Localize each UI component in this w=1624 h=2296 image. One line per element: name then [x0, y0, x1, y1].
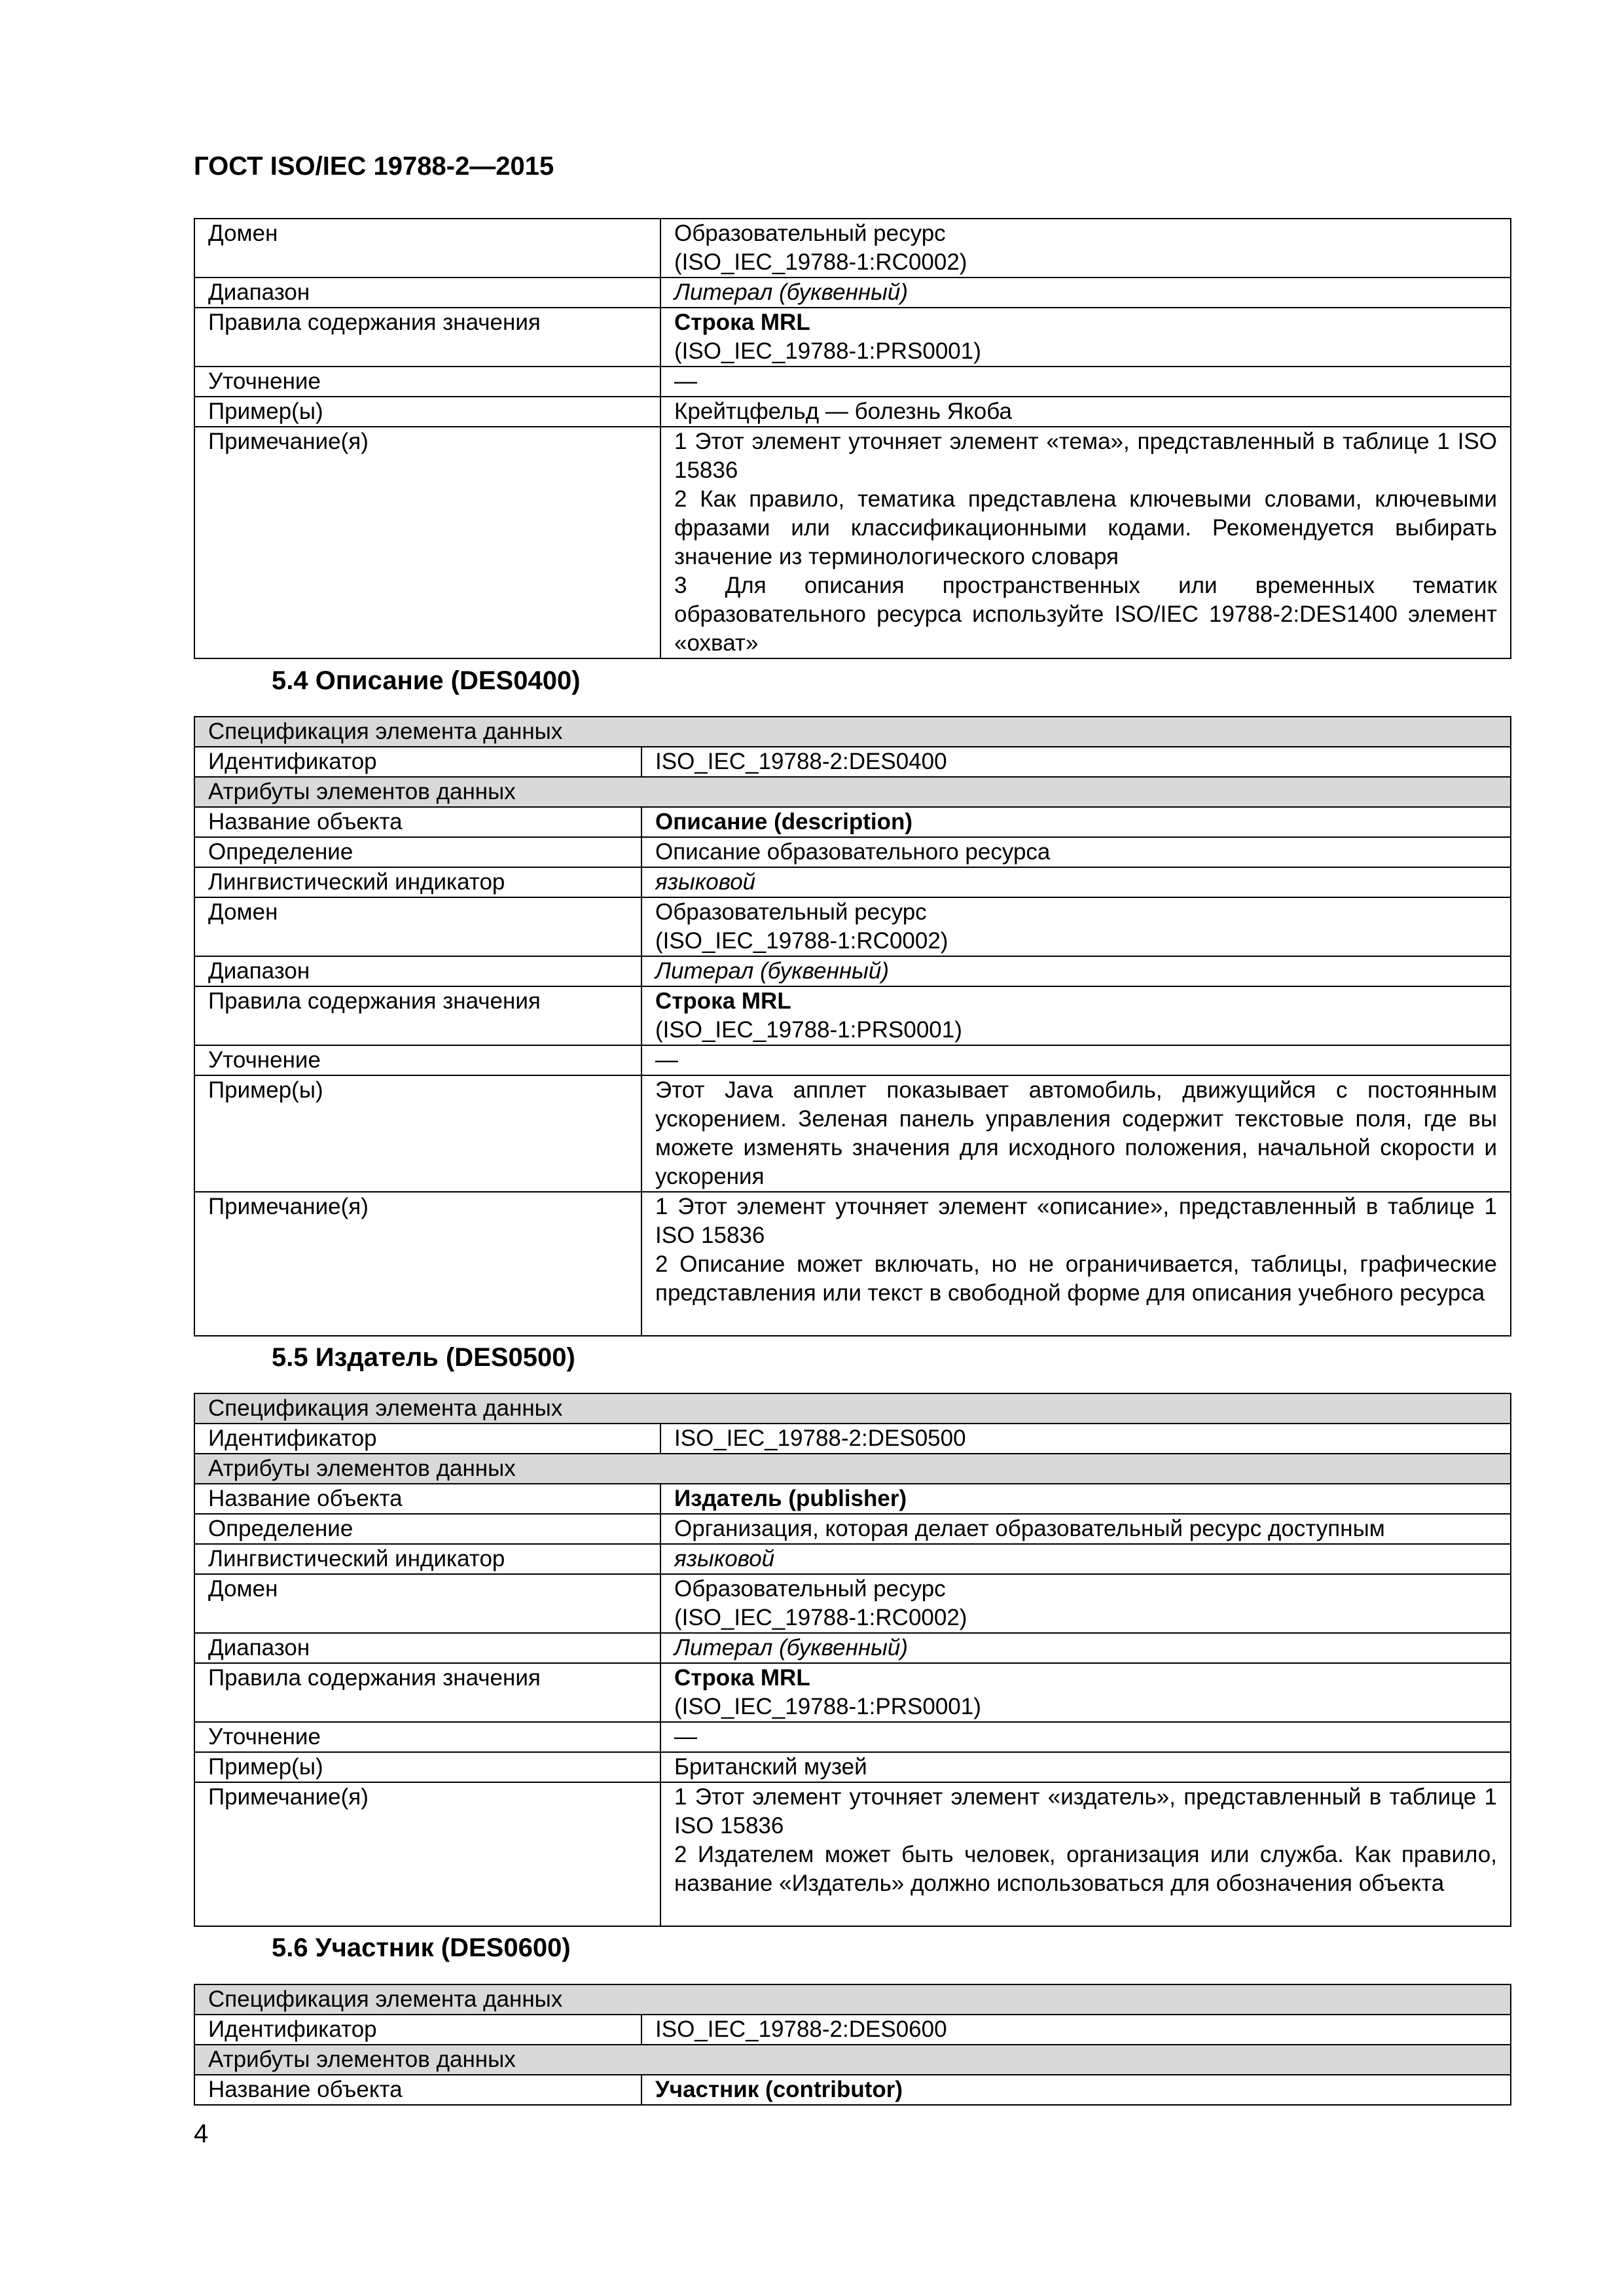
spec-band: Спецификация элемента данных	[194, 1984, 1511, 2015]
row-notes: 1 Этот элемент уточняет элемент «тема», представленный в таблице 1 ISO 15836 2 Как правило, тематика представлена ключевыми словами, ключевыми фразами или классификационными кодами. Рекомендуется выбирать значение из терминологического словаря 3 Для описания пространственных или временных тематик образовательного ресурса используйте ISO/IEC 19788-2:DES1400 элемент «охват»	[660, 427, 1511, 658]
table-row	[194, 717, 1511, 747]
row-label: Правила содержания значения	[194, 308, 660, 367]
row-label: Лингвистический индикатор	[194, 1544, 660, 1574]
table-des0500	[194, 1393, 1511, 1927]
table-row	[194, 219, 1511, 278]
table-row	[194, 1075, 1511, 1192]
row-label: Пример(ы)	[194, 397, 660, 427]
row-label: Название объекта	[194, 807, 641, 837]
row-value: Издатель (publisher)	[660, 1484, 1511, 1514]
row-label: Примечание(я)	[194, 1782, 660, 1926]
table-row	[194, 1722, 1511, 1752]
row-label: Определение	[194, 1514, 660, 1544]
row-value: Строка MRL (ISO_IEC_19788-1:PRS0001)	[660, 1663, 1511, 1722]
row-label: Идентификатор	[194, 1424, 660, 1454]
row-value: Участник (contributor)	[641, 2075, 1511, 2105]
table-row	[194, 2075, 1511, 2105]
row-value: Строка MRL (ISO_IEC_19788-1:PRS0001)	[641, 986, 1511, 1045]
table-continuation	[194, 218, 1511, 659]
table-row	[194, 1393, 1511, 1424]
table-des0400	[194, 716, 1511, 1336]
table-row	[194, 897, 1511, 956]
row-label: Диапазон	[194, 956, 641, 986]
table-row	[194, 986, 1511, 1045]
row-label: Лингвистический индикатор	[194, 867, 641, 897]
table-row	[194, 837, 1511, 867]
row-value: Организация, которая делает образовательный ресурс доступным	[660, 1514, 1511, 1544]
row-value: —	[641, 1045, 1511, 1075]
table-row	[194, 747, 1511, 777]
table-row	[194, 1544, 1511, 1574]
row-value: ISO_IEC_19788-2:DES0600	[641, 2015, 1511, 2045]
table-row	[194, 956, 1511, 986]
table-row	[194, 1424, 1511, 1454]
row-value: Крейтцфельд — болезнь Якоба	[660, 397, 1511, 427]
row-label: Уточнение	[194, 1045, 641, 1075]
row-label: Домен	[194, 219, 660, 278]
row-label: Домен	[194, 897, 641, 956]
document-header: ГОСТ ISO/IEC 19788-2—2015	[194, 152, 554, 181]
row-label: Правила содержания значения	[194, 986, 641, 1045]
table-row	[194, 1514, 1511, 1544]
table-row	[194, 397, 1511, 427]
row-notes: 1 Этот элемент уточняет элемент «издатель», представленный в таблице 1 ISO 15836 2 Издателем может быть человек, организация или служба. Как правило, название «Издатель» должно использоваться для обозначения объекта	[660, 1782, 1511, 1926]
table-row	[194, 1484, 1511, 1514]
row-label: Диапазон	[194, 1633, 660, 1663]
row-value: Описание (description)	[641, 807, 1511, 837]
attributes-band: Атрибуты элементов данных	[194, 2045, 1511, 2075]
table-row	[194, 1045, 1511, 1075]
row-value: Литерал (буквенный)	[660, 278, 1511, 308]
row-value: Описание образовательного ресурса	[641, 837, 1511, 867]
table-row	[194, 807, 1511, 837]
row-label: Идентификатор	[194, 2015, 641, 2045]
attributes-band: Атрибуты элементов данных	[194, 777, 1511, 807]
table-row	[194, 308, 1511, 367]
table-row	[194, 1752, 1511, 1782]
row-notes: 1 Этот элемент уточняет элемент «описание», представленный в таблице 1 ISO 15836 2 Описание может включать, но не ограничивается, таблицы, графические представления или текст в свободной форме для описания учебного ресурса	[641, 1192, 1511, 1336]
row-value: Этот Java апплет показывает автомобиль, движущийся с постоянным ускорением. Зеленая панель управления содержит текстовые поля, где вы можете изменять значения для исходного положения, начальной скорости и ускорения	[641, 1075, 1511, 1192]
row-label: Название объекта	[194, 2075, 641, 2105]
row-label: Примечание(я)	[194, 1192, 641, 1336]
row-label: Идентификатор	[194, 747, 641, 777]
spec-band: Спецификация элемента данных	[194, 1393, 1511, 1424]
table-row	[194, 1663, 1511, 1722]
row-value: Британский музей	[660, 1752, 1511, 1782]
row-value: Строка MRL (ISO_IEC_19788-1:PRS0001)	[660, 308, 1511, 367]
row-label: Домен	[194, 1574, 660, 1633]
table-row	[194, 1192, 1511, 1336]
row-value: —	[660, 367, 1511, 397]
section-heading: 5.5 Издатель (DES0500)	[272, 1343, 575, 1372]
row-label: Пример(ы)	[194, 1752, 660, 1782]
row-label: Определение	[194, 837, 641, 867]
row-value: языковой	[641, 867, 1511, 897]
table-row	[194, 1782, 1511, 1926]
row-label: Примечание(я)	[194, 427, 660, 658]
row-value: Образовательный ресурс (ISO_IEC_19788-1:RC0002)	[641, 897, 1511, 956]
table-row	[194, 2015, 1511, 2045]
row-label: Пример(ы)	[194, 1075, 641, 1192]
row-value: Литерал (буквенный)	[641, 956, 1511, 986]
table-row	[194, 278, 1511, 308]
table-row	[194, 1574, 1511, 1633]
spec-band: Спецификация элемента данных	[194, 717, 1511, 747]
row-value: ISO_IEC_19788-2:DES0500	[660, 1424, 1511, 1454]
table-row	[194, 367, 1511, 397]
table-row	[194, 1633, 1511, 1663]
page-number: 4	[194, 2119, 209, 2148]
table-row	[194, 777, 1511, 807]
row-label: Уточнение	[194, 367, 660, 397]
table-row	[194, 867, 1511, 897]
row-label: Уточнение	[194, 1722, 660, 1752]
row-value: Образовательный ресурс (ISO_IEC_19788-1:RC0002)	[660, 1574, 1511, 1633]
row-value: языковой	[660, 1544, 1511, 1574]
table-row	[194, 2045, 1511, 2075]
table-des0600	[194, 1984, 1511, 2106]
row-value: Образовательный ресурс (ISO_IEC_19788-1:RC0002)	[660, 219, 1511, 278]
row-label: Диапазон	[194, 278, 660, 308]
section-heading: 5.4 Описание (DES0400)	[272, 666, 581, 695]
row-label: Название объекта	[194, 1484, 660, 1514]
table-row	[194, 1454, 1511, 1484]
attributes-band: Атрибуты элементов данных	[194, 1454, 1511, 1484]
table-row	[194, 427, 1511, 658]
row-label: Правила содержания значения	[194, 1663, 660, 1722]
section-heading: 5.6 Участник (DES0600)	[272, 1933, 571, 1962]
row-value: Литерал (буквенный)	[660, 1633, 1511, 1663]
row-value: ISO_IEC_19788-2:DES0400	[641, 747, 1511, 777]
row-value: —	[660, 1722, 1511, 1752]
table-row	[194, 1984, 1511, 2015]
